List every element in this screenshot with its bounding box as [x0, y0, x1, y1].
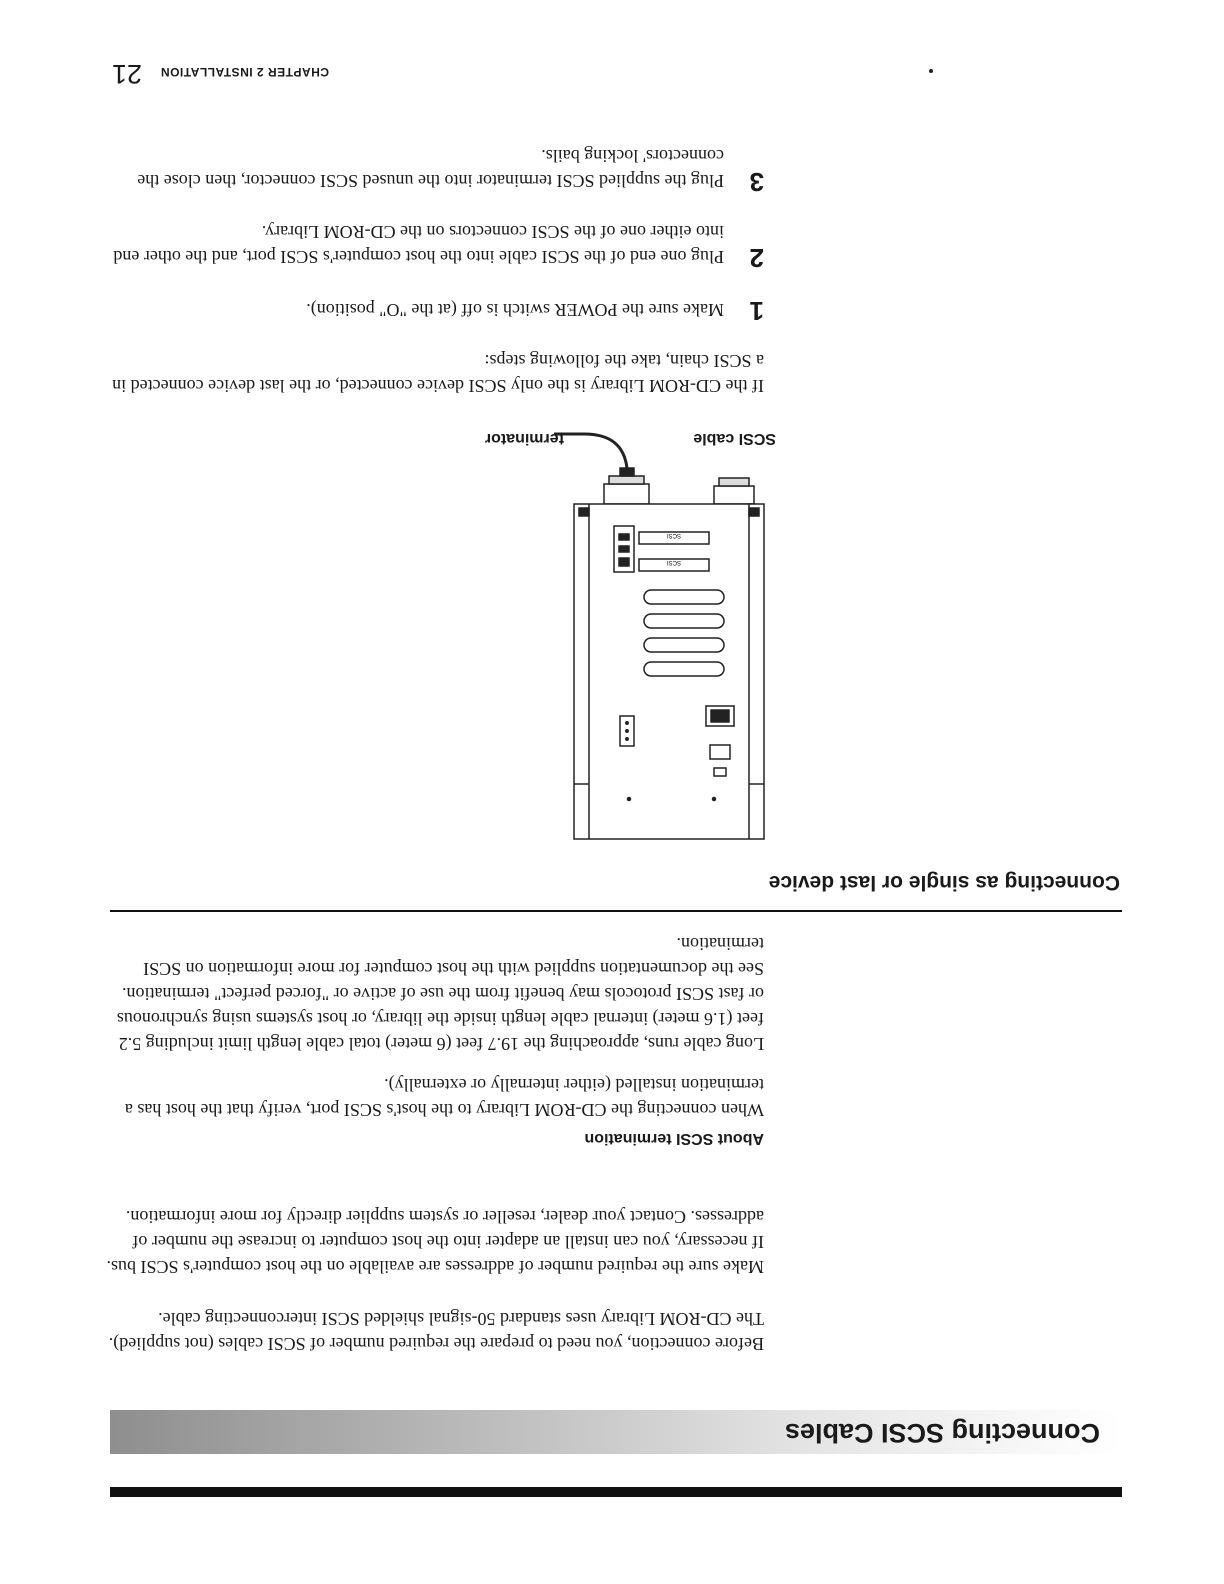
step-2-number: 2: [749, 243, 764, 273]
footer-page-number: 21: [111, 59, 142, 89]
footer-chapter: CHAPTER 2 INSTALLATION: [160, 65, 329, 79]
termination-paragraph-1: When connecting the CD-ROM Library to the host's SCSI port, verify that the host has a termination installed (either internally or externally).: [124, 1075, 764, 1120]
termination-paragraph-2: Long cable runs, approaching the 19.7 feet (6 meter) total cable length limit including 5.2 feet (1.6 meter) internal cable length inside the library, or host systems using synchronous or fast SCSI protocols may benefit from the use of active or "forced perfect" termination. See the documentation supplied with the host computer for more information on SCSI termination.: [116, 934, 764, 1054]
step-1-number: 1: [749, 296, 764, 326]
cd-rom-library-rear-panel: [554, 494, 784, 844]
top-rule: [110, 1487, 1122, 1497]
intro-paragraph: Before connection, you need to prepare the required number of SCSI cables (not supplied). The CD-ROM Library uses standard 50-signal shielded SCSI interconnecting cable.: [108, 1309, 764, 1354]
scsi-connection-diagram: [484, 430, 784, 844]
section-title: Connecting SCSI Cables: [784, 1418, 1100, 1448]
single-device-intro: If the CD-ROM Library is the only SCSI device connected, or the last device connected in a SCSI chain, take the following steps:: [112, 351, 764, 396]
addresses-paragraph: Make sure the required number of addresses are available on the host computer's SCSI bus. If necessary, you can install an adapter into the host computer to increase the number of addresses. Contact your dealer, reseller or system supplier directly for more information.: [106, 1207, 764, 1277]
connector-label-2: SCSI: [666, 532, 682, 538]
step-2-text: Plug one end of the SCSI cable into the host computer's SCSI port, and the other end into either one of the SCSI connectors on the CD-ROM Library.: [113, 222, 724, 267]
terminator-label: terminator: [484, 430, 564, 447]
scsi-cable-label: SCSI cable: [693, 430, 776, 447]
connector-label-1: SCSI: [666, 559, 682, 565]
step-3-number: 3: [749, 167, 764, 197]
step-3-text: Plug the supplied SCSI terminator into the unused SCSI connector, then close the connectors' locking bails.: [137, 146, 724, 191]
section-divider: [110, 910, 1122, 912]
single-device-heading: Connecting as single or last device: [768, 871, 1120, 894]
termination-heading: About SCSI termination: [584, 1130, 764, 1147]
step-1-text: Make sure the POWER switch is off (at the "O" position).: [306, 300, 724, 320]
margin-dot: [929, 69, 933, 73]
